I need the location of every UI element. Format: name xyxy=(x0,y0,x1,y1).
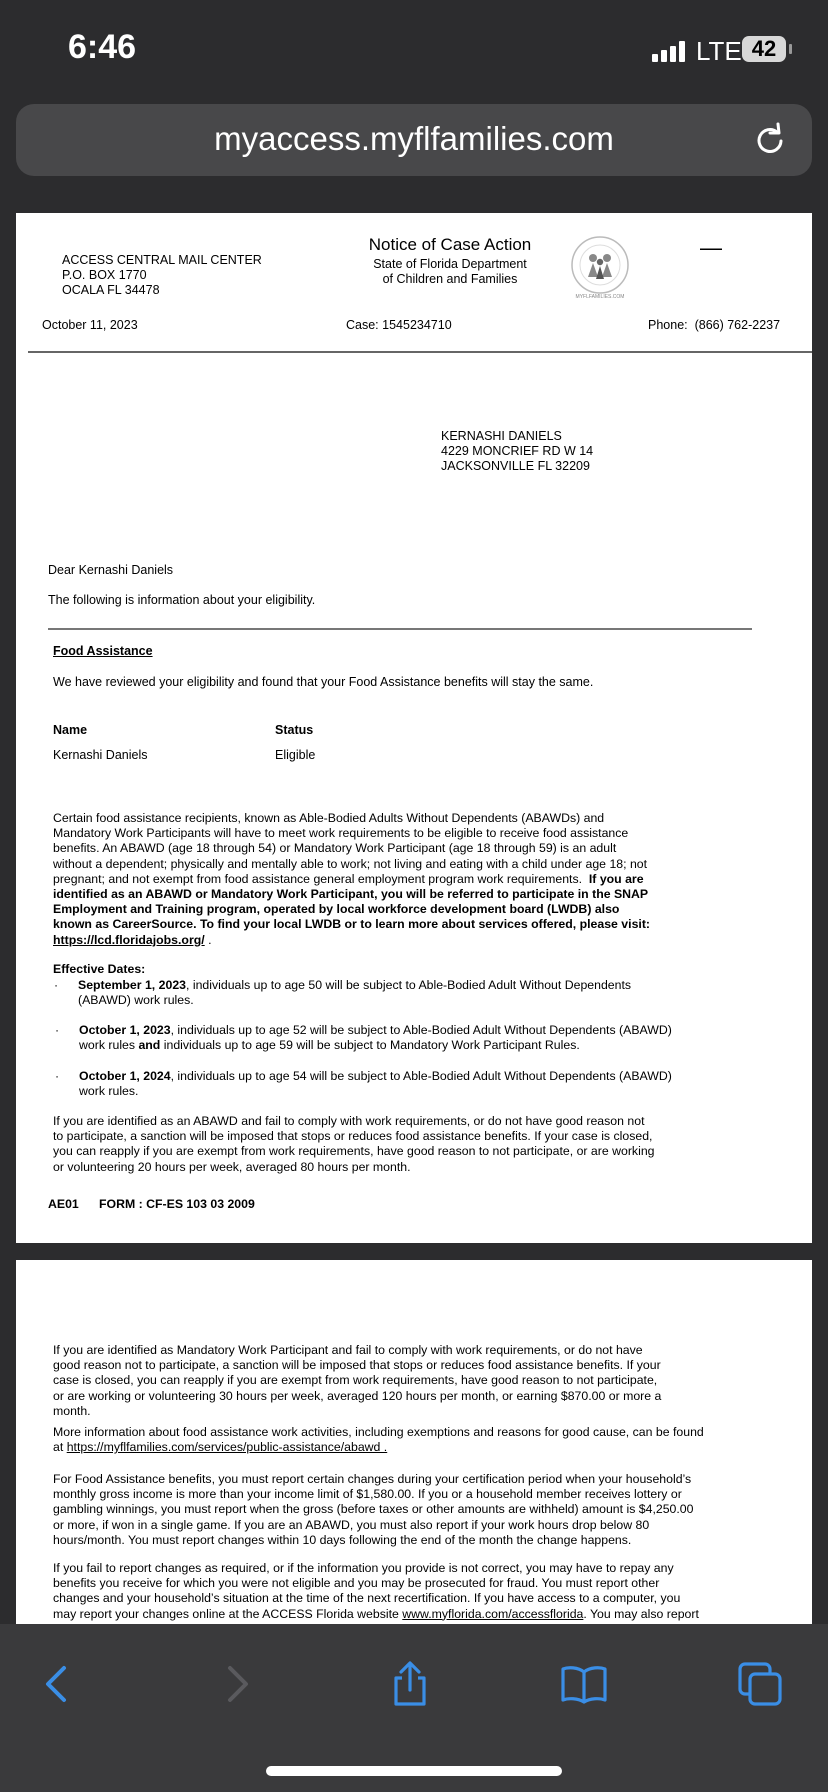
abawd-line xyxy=(53,872,650,887)
document-page-1 xyxy=(16,213,812,1243)
mwp-line: case is closed, you can reapply if you are exempt from work requirements, have good reason to not participate, xyxy=(53,1373,658,1388)
abawd-line-text: pregnant; and not exempt from food assistance general employment program work requirements. xyxy=(53,871,583,886)
recipient-name: KERNASHI DANIELS xyxy=(441,429,562,443)
abawd-bold-text: identified as an ABAWD or Mandatory Work Participant, you will be referred to participate in the SNAP xyxy=(53,887,649,902)
effective-dates-title: Effective Dates: xyxy=(53,962,146,976)
notice-title: Notice of Case Action xyxy=(368,235,532,254)
forward-chevron-icon[interactable] xyxy=(212,1660,260,1708)
table-cell-status: Eligible xyxy=(275,748,316,762)
recipient-address2: JACKSONVILLE FL 32209 xyxy=(441,459,590,473)
footer-form: FORM : CF-ES 103 03 2009 xyxy=(99,1197,255,1211)
abawd-link-line xyxy=(53,933,650,948)
battery-icon: 42 xyxy=(742,36,786,62)
back-chevron-icon[interactable] xyxy=(34,1660,82,1708)
abawd-paragraph xyxy=(53,811,650,948)
abawd-line: benefits. An ABAWD (age 18 through 54) or Mandatory Work Participant (age 18 through 59) is an adult xyxy=(53,841,617,856)
sender-line1: ACCESS CENTRAL MAIL CENTER xyxy=(62,253,262,267)
link-suffix: . xyxy=(204,932,212,947)
bullet-item-3 xyxy=(55,1069,672,1099)
bullet-line xyxy=(79,1069,672,1084)
bullet-line: work rules. xyxy=(79,1084,139,1099)
mwp-paragraph xyxy=(53,1343,661,1419)
sanction-line: to participate, a sanction will be imposed that stops or reduces food assistance benefits. If your case is closed, xyxy=(53,1129,653,1144)
mwp-line: good reason not to participate, a sanction will be imposed that stops or reduces food assistance benefits. If your xyxy=(53,1358,661,1373)
more-info-line: More information about food assistance work activities, including exemptions and reasons for good cause, can be found xyxy=(53,1425,704,1439)
case-number xyxy=(346,318,452,332)
bullet-bold: and xyxy=(138,1038,161,1053)
header-divider xyxy=(28,351,812,353)
report-line: or more, if won in a single game. If you are an ABAWD, you must also report if your work hours drop below 80 xyxy=(53,1517,650,1532)
florida-dcf-seal-icon xyxy=(564,231,636,303)
bullet-text: individuals up to age 59 will be subject to Mandatory Work Participant Rules. xyxy=(160,1038,580,1053)
sanction-line: If you are identified as an ABAWD and fail to comply with work requirements, or do not have good reason not xyxy=(53,1114,645,1128)
abawd-bold-start: If you are xyxy=(588,871,644,886)
share-icon[interactable] xyxy=(386,1660,434,1708)
dept-line1: State of Florida Department xyxy=(373,257,527,271)
report-line: hours/month. You must report changes within 10 days following the end of the month the change happens. xyxy=(53,1532,632,1547)
tabs-icon[interactable] xyxy=(736,1660,784,1708)
bullet-item-1 xyxy=(54,978,632,1008)
report-line: gambling winnings, you must report when the gross (before taxes or other amounts are withheld) amount is $4,250.00 xyxy=(53,1502,694,1517)
bullet-text: , individuals up to age 50 will be subject to Able-Bodied Adult Without Dependents xyxy=(186,978,632,992)
mwp-line: month. xyxy=(53,1403,91,1418)
sanction-line: or volunteering 20 hours per week, averaged 80 hours per month. xyxy=(53,1159,411,1174)
url-text[interactable]: myaccess.myflfamilies.com xyxy=(214,120,614,157)
reload-icon[interactable] xyxy=(750,120,790,160)
phone-value: (866) 762-2237 xyxy=(694,318,781,332)
more-info-line xyxy=(53,1440,704,1455)
mwp-line: or are working or volunteering 30 hours per week, averaged 120 hours per month, or earning $870.00 or more a xyxy=(53,1388,662,1403)
phone xyxy=(648,318,780,332)
book-icon[interactable] xyxy=(560,1660,608,1708)
sanction-line: you can reapply if you are exempt from work requirements, have good reason to not participate, or are working xyxy=(53,1144,655,1159)
fail-line: If you fail to report changes as required, or if the information you provide is not correct, you may have to repay any xyxy=(53,1561,674,1575)
bullet-text: work rules xyxy=(79,1038,139,1053)
case-value: 1545234710 xyxy=(382,318,452,332)
report-paragraph xyxy=(53,1472,693,1548)
greeting: Dear Kernashi Daniels xyxy=(48,563,174,577)
document-page-2 xyxy=(16,1260,812,1624)
dept-line2: of Children and Families xyxy=(382,272,518,286)
signal-bars-icon xyxy=(652,40,692,62)
letter-date: October 11, 2023 xyxy=(42,318,138,332)
address-bar[interactable] xyxy=(16,104,812,176)
bullet-line xyxy=(79,1038,672,1053)
bullet-dot: · xyxy=(54,978,59,992)
home-indicator xyxy=(266,1766,562,1776)
abawd-bold-line xyxy=(53,887,650,902)
table-header-status: Status xyxy=(275,723,314,737)
seal-caption: MYFLFAMILIES.COM xyxy=(575,294,625,300)
review-text: We have reviewed your eligibility and found that your Food Assistance benefits will stay the same. xyxy=(53,675,594,689)
header-dash: — xyxy=(700,235,722,260)
network-label: LTE xyxy=(696,36,742,66)
section-divider xyxy=(48,628,752,630)
case-label: Case: xyxy=(346,318,379,332)
mwp-line: If you are identified as Mandatory Work Participant and fail to comply with work requirements, or do not have xyxy=(53,1343,643,1357)
bullet-date: September 1, 2023 xyxy=(78,978,187,992)
report-line: For Food Assistance benefits, you must report certain changes during your certification period when your household’s xyxy=(53,1472,692,1486)
status-bar xyxy=(0,0,828,96)
bullet-dot: · xyxy=(55,1069,60,1083)
abawd-bold-text: Employment and Training program, operated by local workforce development board (LWDB) also xyxy=(53,902,620,917)
section-title: Food Assistance xyxy=(53,644,153,658)
abawd-line: Mandatory Work Participants will have to meet work requirements to be eligible to receive food assistance xyxy=(53,826,629,841)
table-cell-name: Kernashi Daniels xyxy=(53,748,148,762)
abawd-line: Certain food assistance recipients, known as Able-Bodied Adults Without Dependents (ABAWDs) and xyxy=(53,811,605,825)
bullet-date: October 1, 2023 xyxy=(79,1023,171,1037)
report-line: monthly gross income is more than your income limit of $1,580.00. If you or a household member receives lottery or xyxy=(53,1487,682,1502)
sanction-paragraph xyxy=(53,1114,655,1175)
bullet-text: , individuals up to age 54 will be subject to Able-Bodied Adult Without Dependents (ABAWD) xyxy=(170,1069,672,1083)
table-header-name: Name xyxy=(53,723,88,737)
status-time: 6:46 xyxy=(68,28,137,66)
more-info-paragraph xyxy=(53,1425,704,1455)
abawd-info-link[interactable]: https://myflfamilies.com/services/public-assistance/abawd . xyxy=(66,1440,388,1455)
footer-code: AE01 xyxy=(48,1197,79,1211)
battery-nub xyxy=(789,44,792,54)
fail-paragraph xyxy=(53,1561,699,1622)
fail-line: changes and your household’s situation at the time of the next recertification. If you have access to a computer, you xyxy=(53,1591,681,1606)
fail-suffix: . You may also report xyxy=(583,1606,699,1621)
lwdb-link[interactable]: https://lcd.floridajobs.org/ xyxy=(53,932,205,947)
bullet-text: , individuals up to age 52 will be subject to Able-Bodied Adult Without Dependents (ABAWD) xyxy=(170,1023,672,1037)
abawd-bold-text: known as CareerSource. To find your local LWDB or to learn more about services offered, please visit: xyxy=(53,917,651,932)
accessflorida-link[interactable]: www.myflorida.com/accessflorida xyxy=(402,1606,584,1621)
fail-line: benefits you receive for which you were not eligible and you may be prosecuted for fraud. You must report other xyxy=(53,1576,660,1591)
fail-line xyxy=(53,1607,699,1622)
fail-prefix: may report your changes online at the ACCESS Florida website xyxy=(53,1606,403,1621)
intro-text: The following is information about your eligibility. xyxy=(48,593,316,607)
sender-line2: P.O. BOX 1770 xyxy=(62,268,147,282)
bullet-item-2 xyxy=(55,1023,672,1053)
bullet-dot: · xyxy=(55,1023,60,1037)
abawd-bold-line xyxy=(53,917,650,932)
bullet-line xyxy=(79,1023,672,1038)
phone-label: Phone: xyxy=(648,318,688,332)
bullet-line xyxy=(78,978,631,993)
bullet-date: October 1, 2024 xyxy=(79,1069,171,1083)
abawd-line: without a dependent; physically and mentally able to work; not living and eating with a child under age 18; not xyxy=(53,856,648,871)
bullet-line: (ABAWD) work rules. xyxy=(78,993,194,1008)
recipient-address1: 4229 MONCRIEF RD W 14 xyxy=(441,444,594,458)
abawd-bold-line xyxy=(53,902,650,917)
sender-line3: OCALA FL 34478 xyxy=(62,283,160,297)
more-info-prefix: at xyxy=(53,1440,67,1455)
